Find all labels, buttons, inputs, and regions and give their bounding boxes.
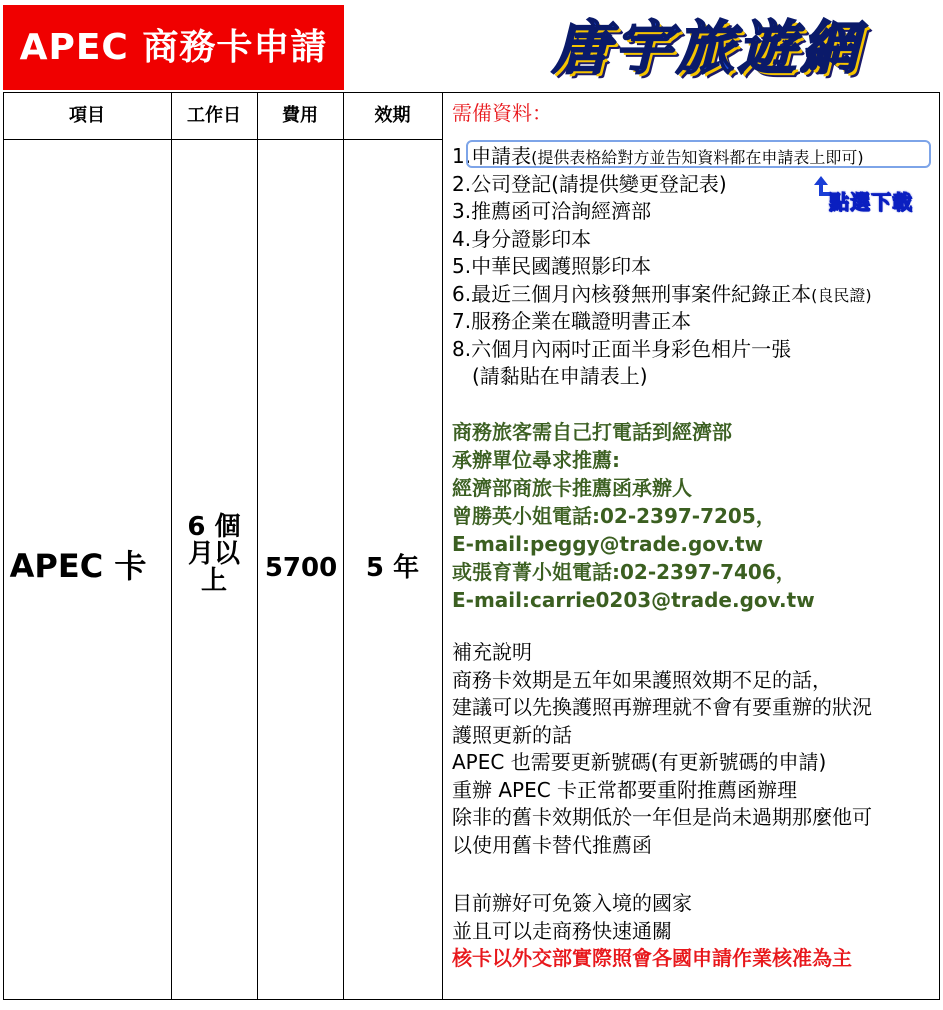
list-item: 6.最近三個月內核發無刑事案件紀錄正本(良民證) [452, 281, 872, 306]
list-item: 8.六個月內兩吋正面半身彩色相片一張 [452, 336, 792, 361]
notes-line: 商務卡效期是五年如果護照效期不足的話， [452, 667, 832, 692]
header-fee: 費用 [282, 105, 318, 126]
notes-line: 以使用舊卡替代推薦函 [452, 832, 652, 857]
header-divider [3, 139, 443, 140]
notes-line: 補充說明 [452, 640, 532, 664]
contact-section [452, 418, 938, 614]
contact-line: 經濟部商旅卡推薦函承辦人 [452, 476, 692, 500]
contact-line: 承辦單位尋求推薦: [452, 448, 620, 472]
col-divider [442, 92, 443, 1000]
list-item: 2.公司登記(請提供變更登記表) [452, 171, 727, 196]
contact-line: 或張育菁小姐電話:02-2397-7406， [452, 560, 796, 584]
notes-line: 護照更新的話 [452, 722, 572, 747]
notes-line: 除非的舊卡效期低於一年但是尚未過期那麼他可 [452, 805, 872, 829]
contact-email: E-mail:carrie0203@trade.gov.tw [452, 588, 815, 612]
cell-fee: 5700 [264, 553, 338, 583]
notes-section [452, 639, 938, 859]
requirements-list [452, 143, 938, 391]
notes-line: APEC 也需要更新號碼(有更新號碼的申請) [452, 750, 827, 774]
requirements-title: 需備資料： [452, 101, 552, 125]
table-border-right [939, 92, 940, 1000]
countries-line: 目前辦好可免簽入境的國家 [452, 891, 692, 915]
col-divider [171, 92, 172, 1000]
list-item: 5.中華民國護照影印本 [452, 254, 652, 278]
countries-line: 並且可以走商務快速通關 [452, 918, 672, 943]
col-divider [257, 92, 258, 1000]
contact-line: 商務旅客需自己打電話到經濟部 [452, 420, 732, 444]
cell-item: APEC 卡 [9, 547, 147, 585]
page-title: APEC 商務卡申請 [3, 5, 344, 90]
application-form-highlight[interactable] [466, 140, 931, 168]
list-item: (請黏貼在申請表上) [472, 364, 648, 388]
list-item: 3.推薦函可洽詢經濟部 [452, 199, 652, 223]
notes-line: 重辦 APEC 卡正常都要重附推薦函辦理 [452, 777, 798, 802]
col-divider [343, 92, 344, 1000]
brand-logo: 唐宇旅遊網 [552, 14, 863, 82]
header-workdays: 工作日 [187, 105, 241, 126]
header-validity: 效期 [374, 105, 411, 126]
download-link[interactable]: 點選下載 [829, 190, 913, 214]
contact-line: 曾勝英小姐電話:02-2397-7205， [452, 504, 776, 528]
list-item: 4.身分證影印本 [452, 226, 592, 251]
contact-email: E-mail:peggy@trade.gov.tw [452, 532, 764, 556]
cell-workdays: 6 個月以上 [187, 512, 241, 596]
table-border-bottom [3, 999, 940, 1000]
list-item: 7.服務企業在職證明書正本 [452, 309, 692, 333]
header-item: 項目 [69, 105, 105, 126]
cell-validity: 5 年 [365, 553, 420, 583]
final-note: 核卡以外交部實際照會各國申請作業核准為主 [452, 946, 852, 970]
notes-line: 建議可以先換護照再辦理就不會有要重辦的狀況 [452, 695, 872, 719]
list-item: 1.申請表(提供表格給對方並告知資料都在申請表上即可) [452, 144, 864, 168]
countries-section [452, 890, 938, 973]
